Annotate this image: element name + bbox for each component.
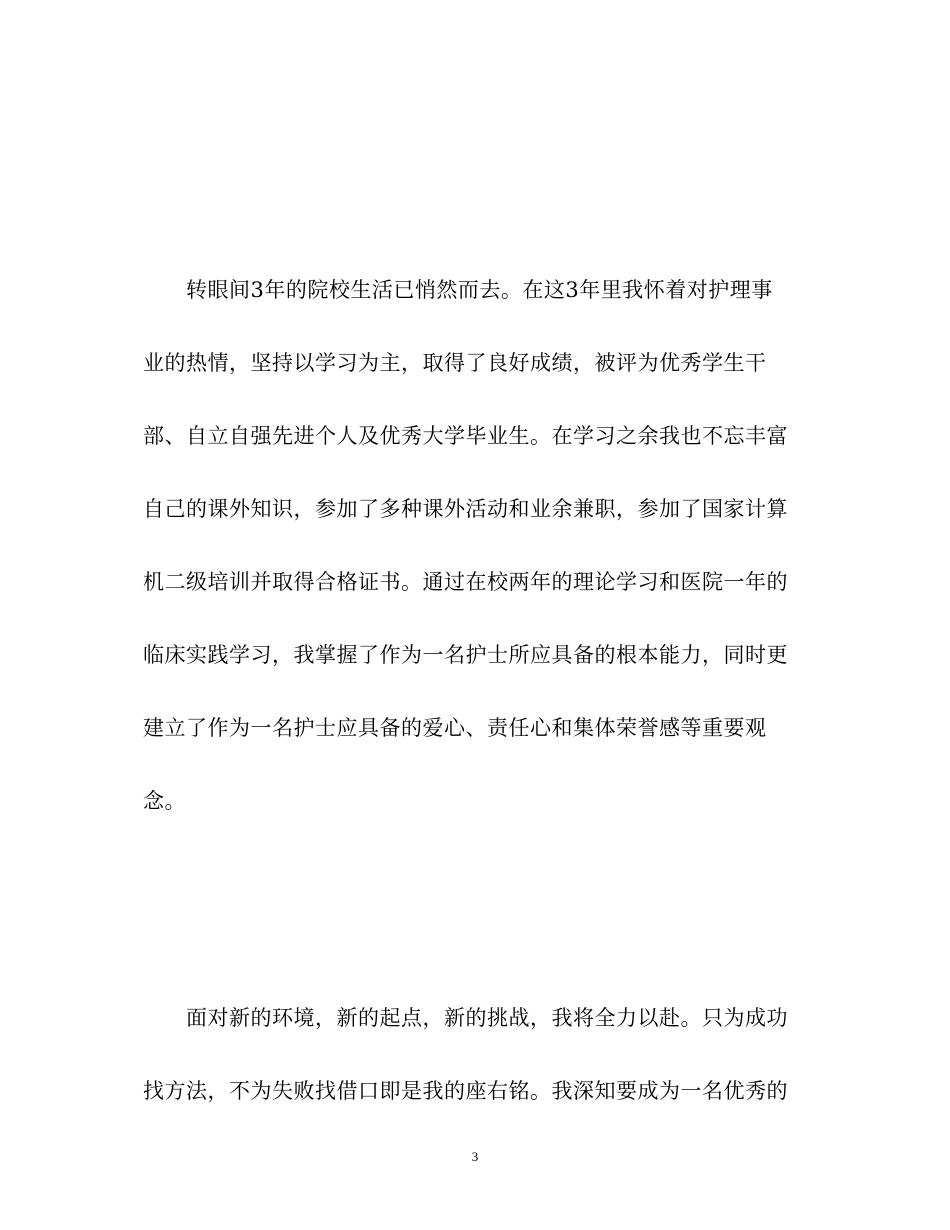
paragraph-1-line-8: 念。 bbox=[143, 789, 186, 813]
page-number: 3 bbox=[471, 1149, 479, 1164]
paragraph-2-line-1: 面对新的环境，新的起点，新的挑战，我将全力以赴。只为成功 bbox=[186, 1006, 788, 1030]
paragraph-1-line-3: 部、自立自强先进个人及优秀大学毕业生。在学习之余我也不忘丰富 bbox=[143, 424, 788, 448]
paragraph-1-line-6: 临床实践学习，我掌握了作为一名护士所应具备的根本能力，同时更 bbox=[143, 643, 788, 667]
paragraph-1-line-1: 转眼间3年的院校生活已悄然而去。在这3年里我怀着对护理事 bbox=[186, 278, 773, 302]
paragraph-2-line-2: 找方法，不为失败找借口即是我的座右铭。我深知要成为一名优秀的 bbox=[143, 1079, 788, 1103]
paragraph-1-line-2: 业的热情，坚持以学习为主，取得了良好成绩，被评为优秀学生干 bbox=[143, 351, 767, 375]
paragraph-1-line-4: 自己的课外知识，参加了多种课外活动和业余兼职，参加了国家计算 bbox=[143, 497, 788, 521]
paragraph-1-line-7: 建立了作为一名护士应具备的爱心、责任心和集体荣誉感等重要观 bbox=[143, 716, 767, 740]
paragraph-1-line-5: 机二级培训并取得合格证书。通过在校两年的理论学习和医院一年的 bbox=[143, 570, 788, 594]
